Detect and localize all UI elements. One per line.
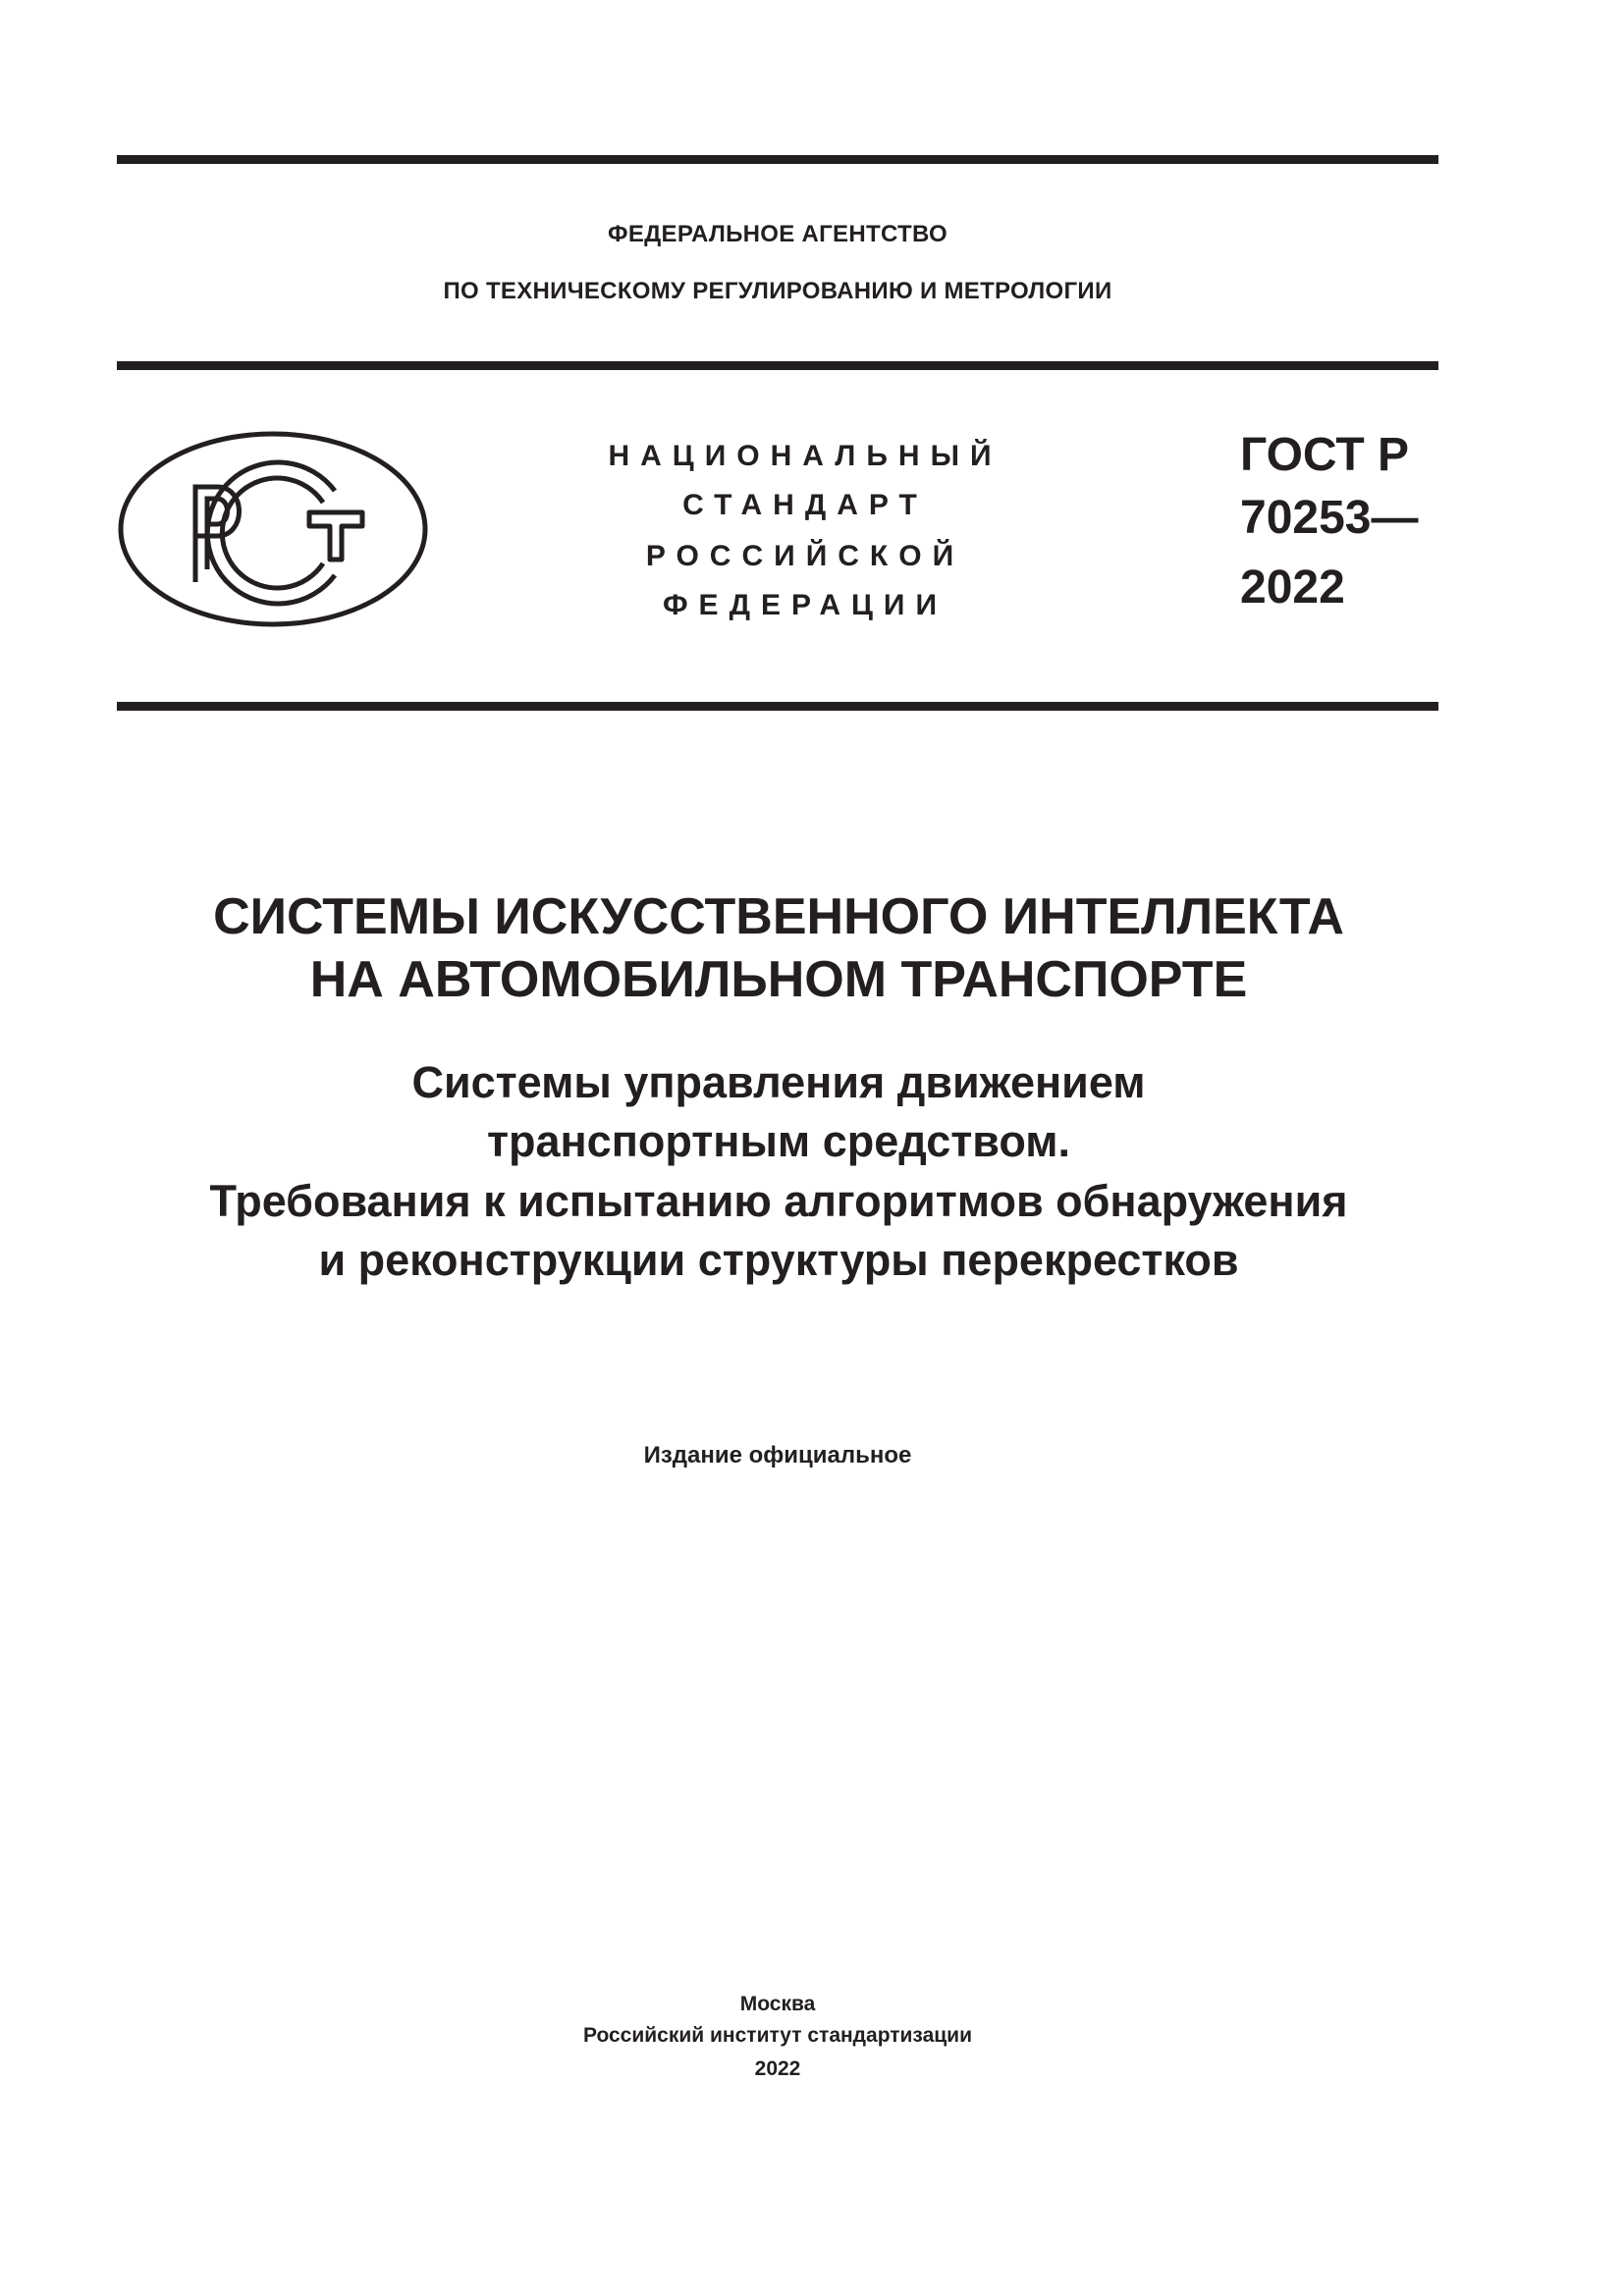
edition-note: Издание официальное	[643, 1442, 912, 1468]
document-title-line-2: НА АВТОМОБИЛЬНОМ ТРАНСПОРТЕ	[309, 951, 1248, 1008]
document-subtitle-line-1: Системы управления движением	[411, 1057, 1146, 1107]
standard-prefix: ГОСТ Р	[1240, 429, 1410, 481]
header-bottom-rule	[117, 702, 1438, 711]
agency-name-line-2: ПО ТЕХНИЧЕСКОМУ РЕГУЛИРОВАНИЮ И МЕТРОЛОГИИ	[443, 278, 1112, 304]
document-subtitle-line-2: транспортным средством.	[486, 1116, 1071, 1166]
document-subtitle-line-4: и реконструкции структуры перекрестков	[318, 1235, 1239, 1285]
imprint-city: Москва	[739, 1993, 816, 2015]
header-rule	[117, 361, 1438, 370]
agency-name-line-1: ФЕДЕРАЛЬНОЕ АГЕНТСТВО	[608, 221, 947, 247]
document-subtitle-line-3: Требования к испытанию алгоритмов обнаружения	[209, 1176, 1348, 1226]
status-line-national: НАЦИОНАЛЬНЫЙ	[608, 440, 1002, 472]
standard-number: 70253—	[1240, 492, 1419, 544]
status-line-federation: ФЕДЕРАЦИИ	[662, 589, 948, 621]
standard-year: 2022	[1240, 561, 1345, 614]
imprint-publisher: Российский институт стандартизации	[582, 2024, 973, 2047]
document-title-line-1: СИСТЕМЫ ИСКУССТВЕННОГО ИНТЕЛЛЕКТА	[213, 888, 1344, 945]
top-rule	[117, 155, 1438, 164]
imprint-year: 2022	[754, 2057, 801, 2080]
gost-r-certification-mark-icon	[117, 430, 429, 628]
status-line-standard: СТАНДАРТ	[682, 489, 928, 521]
status-line-russian: РОССИЙСКОЙ	[645, 540, 965, 572]
